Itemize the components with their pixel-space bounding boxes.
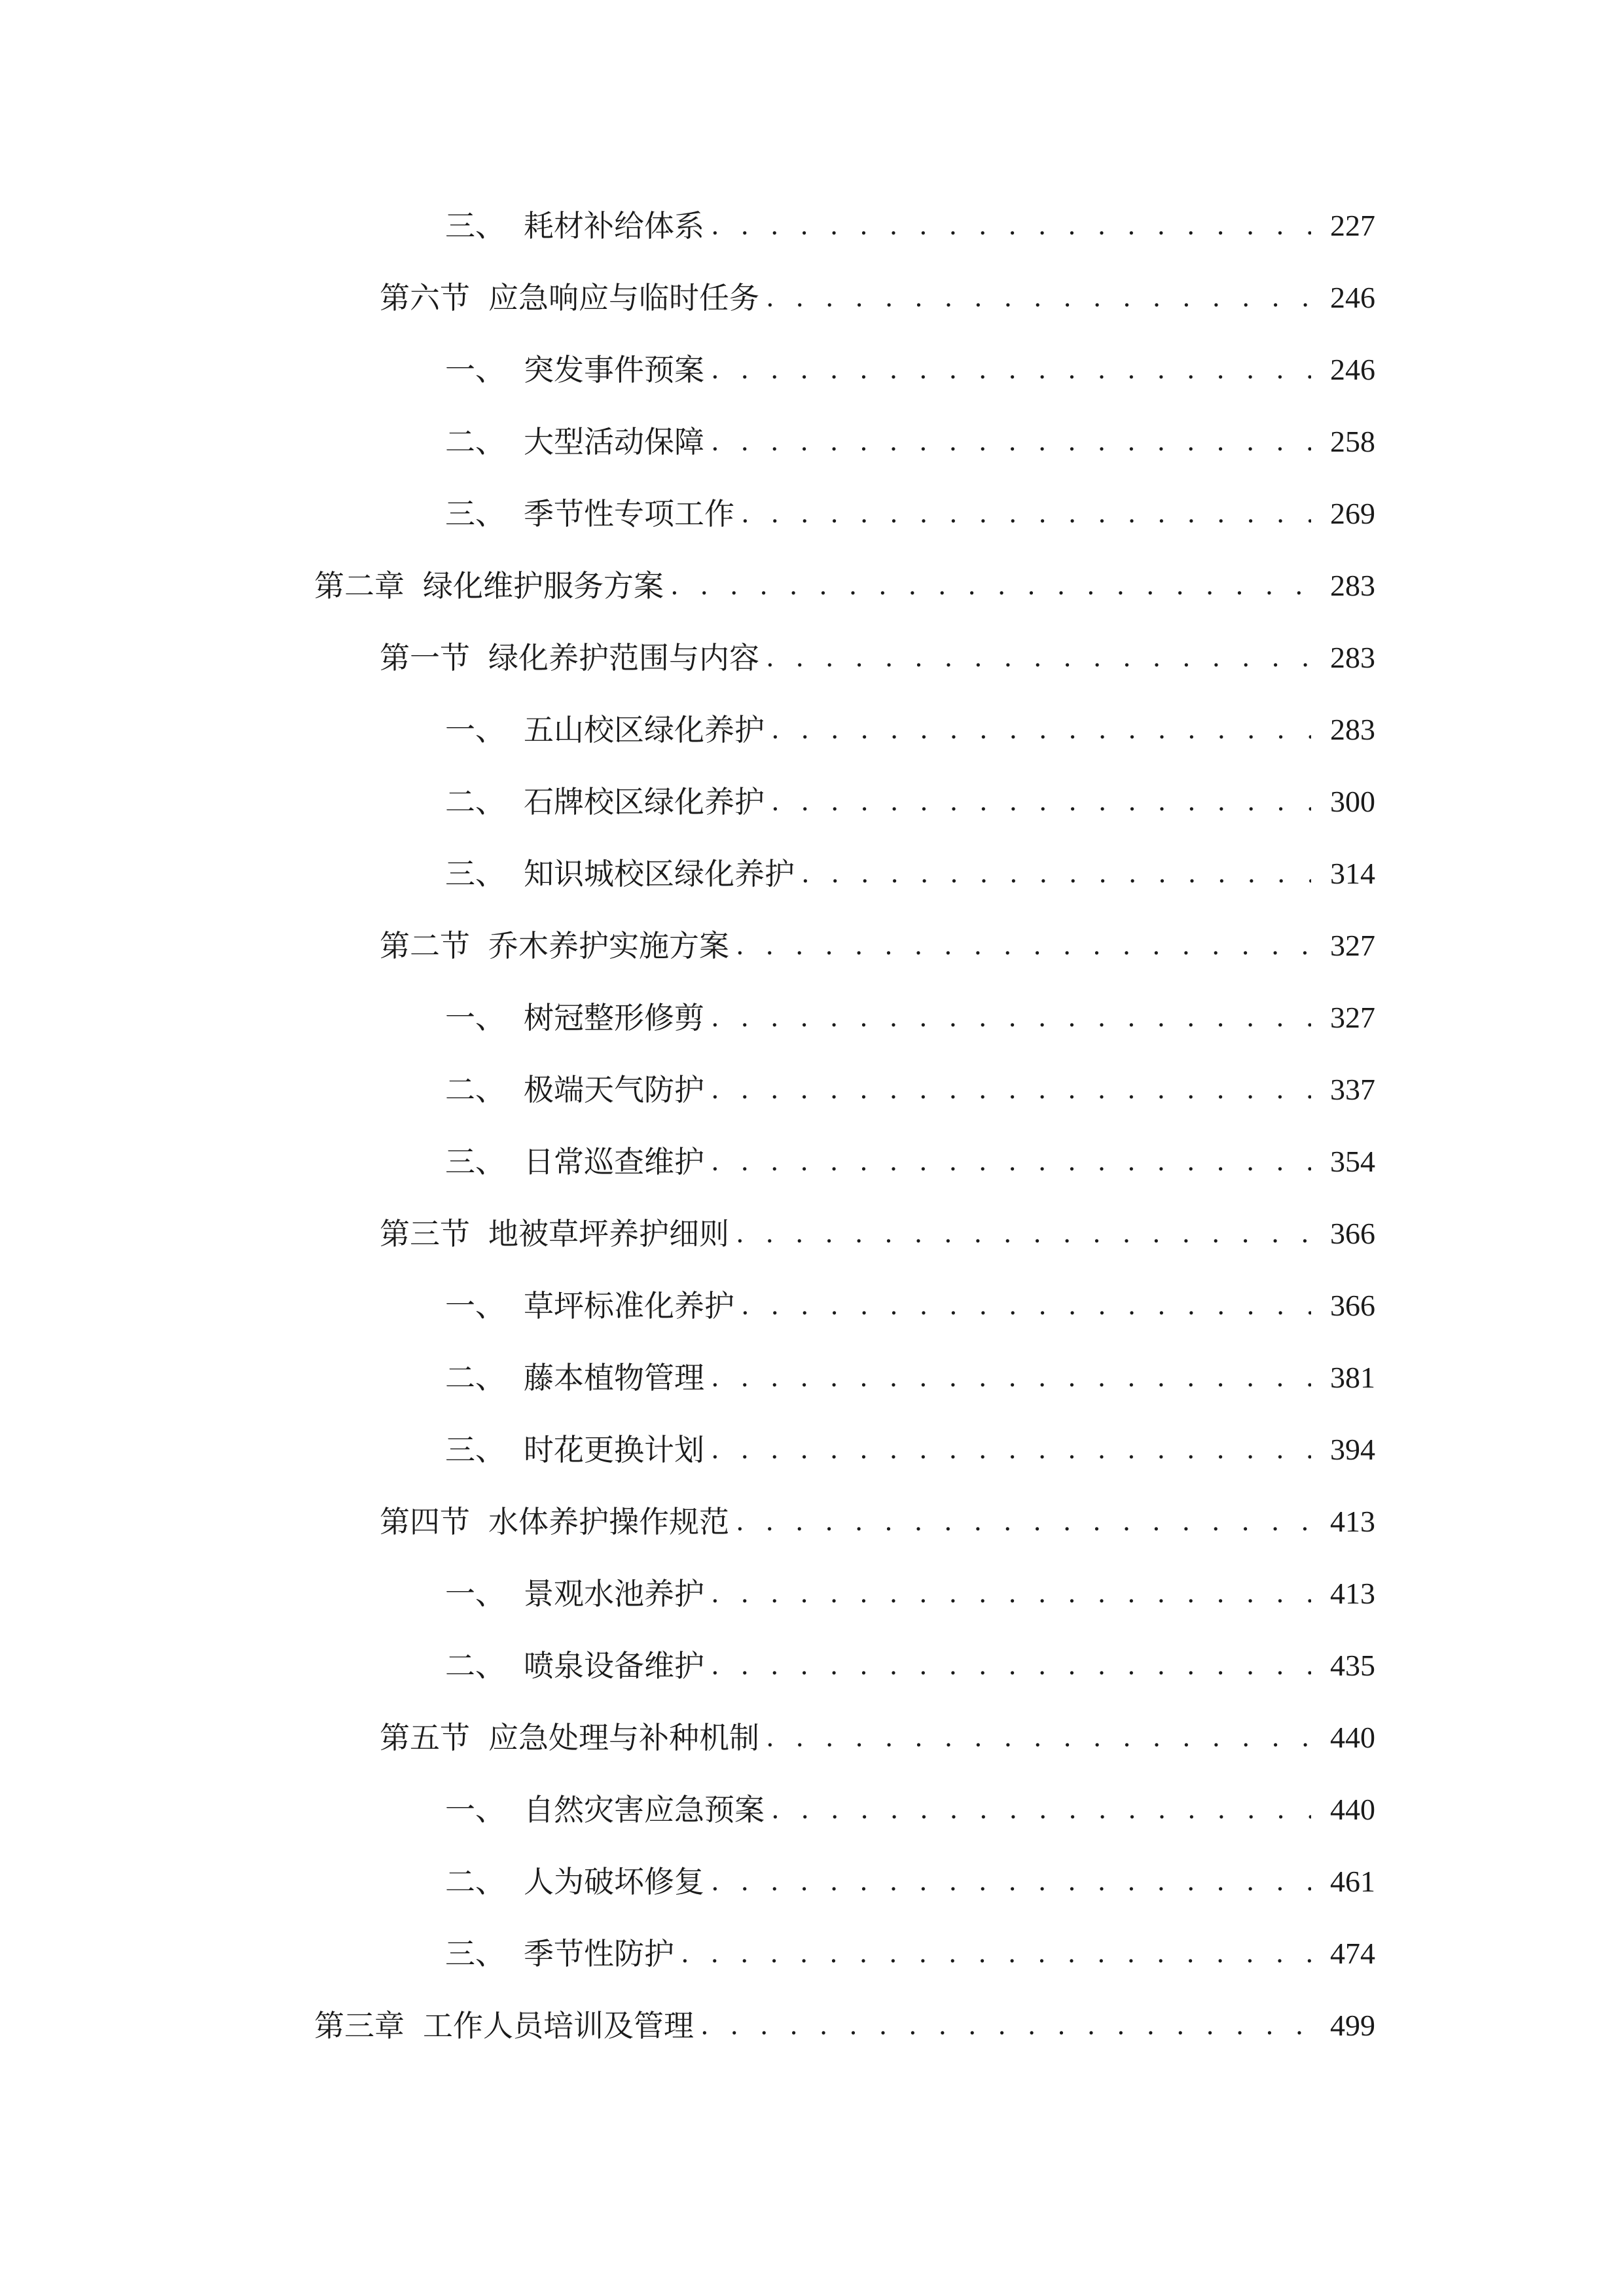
entry-title: 喷泉设备维护 — [524, 1648, 704, 1683]
entry-title: 景观水池养护 — [524, 1576, 704, 1611]
dot-leader — [711, 1139, 1311, 1185]
entry-page-number: 327 — [1330, 929, 1375, 962]
dot-leader — [711, 1067, 1311, 1113]
entry-page-number: 474 — [1330, 1937, 1375, 1970]
entry-title: 草坪标准化养护 — [524, 1288, 734, 1323]
toc-entry[interactable] — [445, 779, 1375, 825]
toc-entry[interactable] — [445, 995, 1375, 1041]
entry-number: 第三节 — [380, 1216, 470, 1251]
entry-title: 人为破坏修复 — [524, 1864, 704, 1899]
entry-title: 季节性专项工作 — [524, 496, 734, 531]
dot-leader — [700, 2003, 1311, 2049]
dot-leader — [741, 1283, 1311, 1329]
toc-entry[interactable] — [445, 491, 1375, 537]
entry-page-number: 227 — [1330, 209, 1375, 242]
toc-entry[interactable] — [380, 275, 1375, 321]
entry-number: 三、 — [445, 208, 505, 243]
entry-page-number: 435 — [1330, 1649, 1375, 1682]
entry-number: 第六节 — [380, 280, 470, 315]
entry-page-number: 269 — [1330, 497, 1375, 530]
toc-entry[interactable] — [380, 635, 1375, 681]
entry-number: 三、 — [445, 1144, 505, 1179]
entry-title: 极端天气防护 — [524, 1072, 704, 1107]
entry-title: 应急处理与补种机制 — [488, 1720, 759, 1755]
entry-number: 二、 — [445, 784, 505, 819]
toc-entry[interactable] — [445, 1355, 1375, 1401]
entry-number: 一、 — [445, 1288, 505, 1323]
toc-entry[interactable] — [445, 1067, 1375, 1113]
entry-title: 自然灾害应急预案 — [524, 1792, 765, 1827]
toc-entry[interactable] — [445, 419, 1375, 465]
entry-page-number: 283 — [1330, 641, 1375, 674]
entry-number: 三、 — [445, 1432, 505, 1467]
entry-title: 绿化养护范围与内容 — [488, 640, 759, 675]
toc-entry[interactable] — [445, 1283, 1375, 1329]
toc-entry[interactable] — [445, 1427, 1375, 1473]
entry-number: 第二节 — [380, 928, 470, 963]
entry-page-number: 354 — [1330, 1145, 1375, 1178]
entry-number: 第三章 — [314, 2008, 405, 2043]
entry-page-number: 461 — [1330, 1865, 1375, 1898]
toc-entry[interactable] — [445, 1139, 1375, 1185]
entry-number: 一、 — [445, 712, 505, 747]
dot-leader — [711, 347, 1311, 393]
entry-title: 时花更换计划 — [524, 1432, 704, 1467]
toc-entry[interactable] — [445, 1643, 1375, 1689]
dot-leader — [801, 851, 1311, 897]
entry-page-number: 246 — [1330, 281, 1375, 314]
entry-page-number: 258 — [1330, 425, 1375, 458]
dot-leader — [771, 707, 1311, 753]
dot-leader — [711, 1427, 1311, 1473]
dot-leader — [736, 923, 1311, 969]
entry-page-number: 413 — [1330, 1505, 1375, 1538]
dot-leader — [711, 1859, 1311, 1905]
entry-title: 藤本植物管理 — [524, 1360, 704, 1395]
entry-number: 一、 — [445, 1792, 505, 1827]
dot-leader — [670, 563, 1311, 609]
toc-entry[interactable] — [445, 1859, 1375, 1905]
toc-entry[interactable] — [445, 203, 1375, 249]
entry-title: 乔木养护实施方案 — [488, 928, 729, 963]
entry-number: 二、 — [445, 1072, 505, 1107]
entry-title: 石牌校区绿化养护 — [524, 784, 765, 819]
toc-entry[interactable] — [445, 1571, 1375, 1617]
entry-number: 二、 — [445, 1648, 505, 1683]
entry-number: 第二章 — [314, 568, 405, 603]
toc-entry[interactable] — [380, 1499, 1375, 1545]
entry-page-number: 440 — [1330, 1793, 1375, 1826]
entry-title: 耗材补给体系 — [524, 208, 704, 243]
dot-leader — [741, 491, 1311, 537]
entry-number: 三、 — [445, 856, 505, 891]
dot-leader — [736, 1211, 1311, 1257]
entry-page-number: 499 — [1330, 2009, 1375, 2042]
entry-number: 第五节 — [380, 1720, 470, 1755]
entry-title: 树冠整形修剪 — [524, 1000, 704, 1035]
entry-title: 五山校区绿化养护 — [524, 712, 765, 747]
toc-entry[interactable] — [445, 851, 1375, 897]
entry-page-number: 246 — [1330, 353, 1375, 386]
toc-entry[interactable] — [445, 707, 1375, 753]
toc-entry[interactable] — [445, 1787, 1375, 1833]
entry-number: 二、 — [445, 1864, 505, 1899]
dot-leader — [771, 779, 1311, 825]
entry-number: 三、 — [445, 1936, 505, 1971]
entry-page-number: 314 — [1330, 857, 1375, 890]
entry-page-number: 366 — [1330, 1217, 1375, 1250]
entry-page-number: 413 — [1330, 1577, 1375, 1610]
entry-page-number: 366 — [1330, 1289, 1375, 1322]
dot-leader — [736, 1499, 1311, 1545]
dot-leader — [711, 1355, 1311, 1401]
entry-number: 二、 — [445, 1360, 505, 1395]
dot-leader — [766, 275, 1311, 321]
entry-number: 三、 — [445, 496, 505, 531]
entry-title: 工作人员培训及管理 — [423, 2008, 694, 2043]
entry-title: 绿化维护服务方案 — [423, 568, 664, 603]
dot-leader — [711, 995, 1311, 1041]
toc-entry[interactable] — [314, 2003, 1375, 2049]
entry-page-number: 327 — [1330, 1001, 1375, 1034]
dot-leader — [681, 1931, 1311, 1977]
dot-leader — [711, 1643, 1311, 1689]
dot-leader — [766, 635, 1311, 681]
entry-title: 大型活动保障 — [524, 424, 704, 459]
entry-page-number: 300 — [1330, 785, 1375, 818]
entry-number: 第四节 — [380, 1504, 470, 1539]
entry-title: 知识城校区绿化养护 — [524, 856, 795, 891]
toc-entry[interactable] — [380, 1211, 1375, 1257]
dot-leader — [766, 1715, 1311, 1761]
toc-entry[interactable] — [445, 347, 1375, 393]
entry-number: 一、 — [445, 352, 505, 387]
entry-page-number: 394 — [1330, 1433, 1375, 1466]
entry-title: 日常巡查维护 — [524, 1144, 704, 1179]
dot-leader — [711, 419, 1311, 465]
entry-number: 一、 — [445, 1576, 505, 1611]
entry-page-number: 337 — [1330, 1073, 1375, 1106]
entry-page-number: 283 — [1330, 569, 1375, 602]
entry-page-number: 440 — [1330, 1721, 1375, 1754]
toc-entry[interactable] — [314, 563, 1375, 609]
dot-leader — [771, 1787, 1311, 1833]
entry-number: 第一节 — [380, 640, 470, 675]
entry-title: 应急响应与临时任务 — [488, 280, 759, 315]
toc-entry[interactable] — [445, 1931, 1375, 1977]
toc-entry[interactable] — [380, 923, 1375, 969]
entry-number: 二、 — [445, 424, 505, 459]
entry-title: 季节性防护 — [524, 1936, 674, 1971]
dot-leader — [711, 1571, 1311, 1617]
entry-page-number: 283 — [1330, 713, 1375, 746]
entry-page-number: 381 — [1330, 1361, 1375, 1394]
entry-number: 一、 — [445, 1000, 505, 1035]
dot-leader — [711, 203, 1311, 249]
entry-title: 突发事件预案 — [524, 352, 704, 387]
entry-title: 地被草坪养护细则 — [488, 1216, 729, 1251]
toc-entry[interactable] — [380, 1715, 1375, 1761]
entry-title: 水体养护操作规范 — [488, 1504, 729, 1539]
